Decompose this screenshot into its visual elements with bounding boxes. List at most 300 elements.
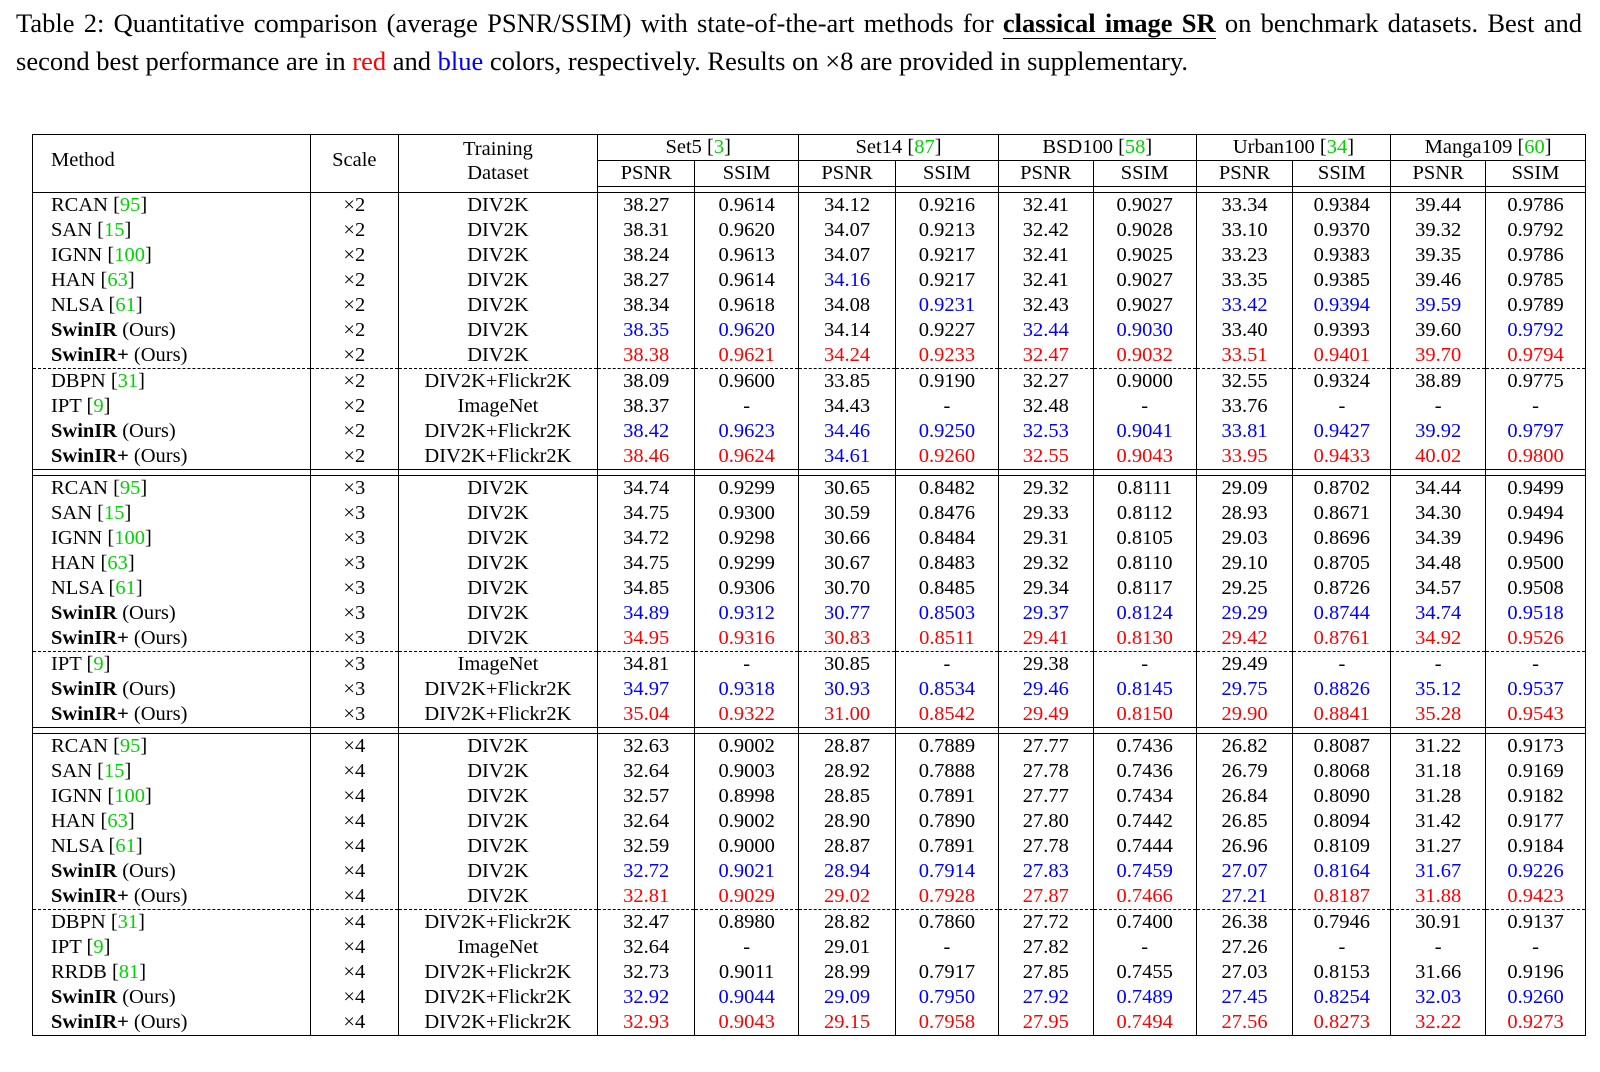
psnr-cell: 39.70 [1391, 343, 1486, 369]
psnr-cell: 27.56 [1196, 1010, 1293, 1036]
method-name: SwinIR+ [51, 344, 129, 366]
training-dataset-cell: DIV2K [398, 193, 598, 219]
ssim-cell: 0.9394 [1293, 293, 1391, 318]
ssim-cell: - [1486, 935, 1586, 960]
psnr-cell: 28.87 [799, 734, 896, 760]
ssim-cell: 0.9785 [1486, 268, 1586, 293]
citation-link[interactable]: 15 [103, 219, 125, 241]
training-dataset-cell: DIV2K [398, 318, 598, 343]
table-row [33, 734, 1586, 760]
training-dataset-cell: DIV2K [398, 884, 598, 910]
citation-link[interactable]: 100 [114, 244, 145, 266]
table-row [33, 193, 1586, 219]
ssim-cell: 0.8485 [895, 576, 998, 601]
psnr-cell: 29.09 [1196, 476, 1293, 502]
table-row [33, 343, 1586, 369]
psnr-cell: 27.77 [998, 734, 1093, 760]
method-cell [33, 243, 311, 268]
citation-bracket: ] [135, 294, 143, 316]
training-dataset-cell: DIV2K [398, 809, 598, 834]
ssim-cell: 0.8534 [895, 677, 998, 702]
citation-bracket: [ [95, 552, 108, 574]
method-name: SwinIR [51, 860, 118, 882]
psnr-cell: 34.85 [598, 576, 695, 601]
psnr-cell: 32.41 [998, 268, 1093, 293]
psnr-cell: 34.57 [1391, 576, 1486, 601]
psnr-cell: 29.33 [998, 501, 1093, 526]
citation-bracket: ] [124, 760, 132, 782]
method-cell [33, 702, 311, 728]
citation-bracket: [ [107, 735, 120, 757]
table-row [33, 784, 1586, 809]
psnr-cell: 38.24 [598, 243, 695, 268]
psnr-cell: 29.90 [1196, 702, 1293, 728]
method-name: IGNN [51, 785, 103, 807]
method-cell [33, 576, 311, 601]
method-cell [33, 1010, 311, 1036]
method-name: SwinIR [51, 986, 118, 1008]
header-dataset-manga109: Manga109 [60] [1391, 135, 1586, 161]
method-name: DBPN [51, 911, 106, 933]
ssim-cell: - [1486, 652, 1586, 678]
psnr-cell: 29.41 [998, 626, 1093, 652]
ssim-cell: 0.9299 [695, 476, 799, 502]
ssim-cell: 0.9318 [695, 677, 799, 702]
psnr-cell: 31.18 [1391, 759, 1486, 784]
psnr-cell: 27.92 [998, 985, 1093, 1010]
citation-link[interactable]: 3 [713, 136, 725, 158]
psnr-cell: 26.82 [1196, 734, 1293, 760]
scale-cell: ×4 [311, 910, 399, 936]
psnr-cell: 32.92 [598, 985, 695, 1010]
citation-bracket: ] [139, 961, 147, 983]
ssim-cell: 0.7891 [895, 784, 998, 809]
psnr-cell: 38.31 [598, 218, 695, 243]
ssim-cell: 0.8476 [895, 501, 998, 526]
psnr-cell: 39.60 [1391, 318, 1486, 343]
method-cell [33, 626, 311, 652]
header-dataset-set5: Set5 [3] [598, 135, 799, 161]
training-dataset-cell: ImageNet [398, 652, 598, 678]
ssim-cell: 0.8273 [1293, 1010, 1391, 1036]
citation-link[interactable]: 61 [115, 835, 136, 857]
citation-bracket: ] [103, 936, 111, 958]
header-ssim: SSIM [695, 161, 799, 187]
ssim-cell: - [695, 935, 799, 960]
psnr-cell: 38.46 [598, 444, 695, 470]
method-name: SwinIR [51, 420, 118, 442]
citation-bracket: ] [138, 370, 145, 392]
ssim-cell: 0.8726 [1293, 576, 1391, 601]
psnr-cell: 27.77 [998, 784, 1093, 809]
scale-cell: ×4 [311, 734, 399, 760]
citation-bracket: ] [138, 911, 145, 933]
psnr-cell: 32.03 [1391, 985, 1486, 1010]
caption-bold-term: classical image SR [1002, 8, 1216, 38]
psnr-cell: 31.27 [1391, 834, 1486, 859]
psnr-cell: 29.37 [998, 601, 1093, 626]
psnr-cell: 33.95 [1196, 444, 1293, 470]
ssim-cell: 0.9322 [695, 702, 799, 728]
training-dataset-cell: DIV2K [398, 601, 598, 626]
psnr-cell: 31.28 [1391, 784, 1486, 809]
training-dataset-cell: DIV2K [398, 551, 598, 576]
ssim-cell: 0.8153 [1293, 960, 1391, 985]
ssim-cell: 0.9508 [1486, 576, 1586, 601]
citation-link[interactable]: 63 [107, 810, 128, 832]
scale-cell: ×2 [311, 193, 399, 219]
citation-link[interactable]: 9 [93, 653, 104, 675]
citation-bracket: [ [105, 911, 118, 933]
ssim-cell: 0.9775 [1486, 369, 1586, 395]
header-psnr: PSNR [598, 161, 695, 187]
psnr-cell: 38.89 [1391, 369, 1486, 395]
psnr-cell: 29.46 [998, 677, 1093, 702]
training-dataset-cell: DIV2K+Flickr2K [398, 419, 598, 444]
table-row [33, 960, 1586, 985]
method-cell [33, 834, 311, 859]
ssim-cell: 0.9029 [695, 884, 799, 910]
training-dataset-cell: DIV2K [398, 343, 598, 369]
psnr-cell: 38.35 [598, 318, 695, 343]
scale-cell: ×3 [311, 626, 399, 652]
psnr-cell: 30.93 [799, 677, 896, 702]
psnr-cell: 34.89 [598, 601, 695, 626]
citation-bracket: [ [95, 269, 108, 291]
ssim-cell: 0.9002 [695, 809, 799, 834]
citation-bracket: ] [127, 269, 135, 291]
citation-link[interactable]: 31 [117, 911, 139, 933]
training-dataset-cell: DIV2K [398, 759, 598, 784]
scale-cell: ×4 [311, 985, 399, 1010]
table-row [33, 910, 1586, 936]
training-dataset-cell: ImageNet [398, 935, 598, 960]
ssim-cell: 0.9000 [695, 834, 799, 859]
ssim-cell: 0.9383 [1293, 243, 1391, 268]
scale-cell: ×3 [311, 576, 399, 601]
method-name: NLSA [51, 294, 104, 316]
psnr-cell: - [1391, 935, 1486, 960]
psnr-cell: 34.81 [598, 652, 695, 678]
ssim-cell: 0.9030 [1093, 318, 1196, 343]
citation-bracket: [ [92, 760, 104, 782]
method-name: HAN [51, 552, 96, 574]
table-row [33, 702, 1586, 728]
ssim-cell: 0.9624 [695, 444, 799, 470]
scale-cell: ×4 [311, 759, 399, 784]
header-psnr: PSNR [1391, 161, 1486, 187]
ssim-cell: 0.9385 [1293, 268, 1391, 293]
ssim-cell: 0.9233 [895, 343, 998, 369]
psnr-cell: 31.66 [1391, 960, 1486, 985]
table-row [33, 551, 1586, 576]
ssim-cell: 0.7434 [1093, 784, 1196, 809]
ssim-cell: 0.7914 [895, 859, 998, 884]
psnr-cell: 26.38 [1196, 910, 1293, 936]
citation-link[interactable]: 15 [103, 760, 125, 782]
table-row [33, 419, 1586, 444]
header-ssim: SSIM [895, 161, 998, 187]
ssim-cell: 0.8150 [1093, 702, 1196, 728]
ssim-cell: 0.7890 [895, 809, 998, 834]
citation-bracket: [ [107, 194, 120, 216]
method-name: HAN [51, 269, 96, 291]
citation-bracket: ] [140, 735, 148, 757]
ssim-cell: 0.8761 [1293, 626, 1391, 652]
method-cell [33, 419, 311, 444]
method-cell [33, 293, 311, 318]
method-suffix: (Ours) [128, 445, 188, 467]
method-name: RCAN [51, 735, 108, 757]
psnr-cell: 33.85 [799, 369, 896, 395]
ssim-cell: 0.9499 [1486, 476, 1586, 502]
method-name: IPT [51, 936, 82, 958]
psnr-cell: 31.67 [1391, 859, 1486, 884]
psnr-cell: 26.96 [1196, 834, 1293, 859]
psnr-cell: 31.42 [1391, 809, 1486, 834]
psnr-cell: 34.46 [799, 419, 896, 444]
ssim-cell: 0.7400 [1093, 910, 1196, 936]
ssim-cell: 0.8068 [1293, 759, 1391, 784]
psnr-cell: 33.34 [1196, 193, 1293, 219]
method-suffix: (Ours) [128, 344, 188, 366]
ssim-cell: 0.7436 [1093, 734, 1196, 760]
citation-link[interactable]: 60 [1524, 136, 1545, 158]
ssim-cell: 0.8105 [1093, 526, 1196, 551]
citation-link[interactable]: 9 [93, 395, 104, 417]
psnr-cell: 27.83 [998, 859, 1093, 884]
psnr-cell: 32.93 [598, 1010, 695, 1036]
ssim-cell: - [1486, 394, 1586, 419]
citation-link[interactable]: 15 [103, 502, 125, 524]
psnr-cell: 34.43 [799, 394, 896, 419]
scale-cell: ×4 [311, 935, 399, 960]
ssim-cell: 0.8671 [1293, 501, 1391, 526]
psnr-cell: 28.99 [799, 960, 896, 985]
psnr-cell: 31.00 [799, 702, 896, 728]
method-name: IPT [51, 395, 82, 417]
citation-bracket: ] [127, 552, 135, 574]
ssim-cell: 0.9260 [1486, 985, 1586, 1010]
method-suffix: (Ours) [117, 420, 176, 442]
ssim-cell: 0.7444 [1093, 834, 1196, 859]
ssim-cell: 0.9306 [695, 576, 799, 601]
citation-link[interactable]: 100 [114, 527, 145, 549]
citation-link[interactable]: 63 [107, 269, 128, 291]
method-cell [33, 526, 311, 551]
table-row [33, 1010, 1586, 1036]
ssim-cell: - [1293, 935, 1391, 960]
training-dataset-cell: DIV2K+Flickr2K [398, 910, 598, 936]
citation-link[interactable]: 95 [119, 477, 141, 499]
psnr-cell: 34.39 [1391, 526, 1486, 551]
method-cell [33, 369, 311, 395]
method-cell [33, 551, 311, 576]
scale-cell: ×3 [311, 601, 399, 626]
ssim-cell: 0.9613 [695, 243, 799, 268]
citation-link[interactable]: 9 [93, 936, 104, 958]
citation-link[interactable]: 100 [114, 785, 145, 807]
ssim-cell: 0.8145 [1093, 677, 1196, 702]
psnr-cell: 30.70 [799, 576, 896, 601]
psnr-cell: 34.74 [1391, 601, 1486, 626]
ssim-cell: 0.9043 [695, 1010, 799, 1036]
psnr-cell: 32.42 [998, 218, 1093, 243]
table-row [33, 859, 1586, 884]
method-cell [33, 501, 311, 526]
psnr-cell: 32.57 [598, 784, 695, 809]
method-cell [33, 859, 311, 884]
ssim-cell: 0.9173 [1486, 734, 1586, 760]
citation-bracket: ] [144, 785, 152, 807]
ssim-cell: 0.9543 [1486, 702, 1586, 728]
ssim-cell: 0.9623 [695, 419, 799, 444]
psnr-cell: 27.78 [998, 834, 1093, 859]
header-training-line1: Training [463, 137, 533, 160]
ssim-cell: 0.7889 [895, 734, 998, 760]
method-cell [33, 960, 311, 985]
ssim-cell: 0.8111 [1093, 476, 1196, 502]
psnr-cell: 34.08 [799, 293, 896, 318]
psnr-cell: 32.47 [998, 343, 1093, 369]
citation-link[interactable]: 63 [107, 552, 128, 574]
ssim-cell: - [895, 394, 998, 419]
method-cell [33, 935, 311, 960]
ssim-cell: 0.9260 [895, 444, 998, 470]
training-dataset-cell: DIV2K [398, 268, 598, 293]
ssim-cell: 0.9370 [1293, 218, 1391, 243]
psnr-cell: 32.55 [998, 444, 1093, 470]
training-dataset-cell: DIV2K [398, 526, 598, 551]
training-dataset-cell: DIV2K [398, 501, 598, 526]
table-row [33, 935, 1586, 960]
citation-link[interactable]: 81 [118, 961, 140, 983]
method-name: SwinIR+ [51, 1011, 129, 1033]
ssim-cell: 0.7891 [895, 834, 998, 859]
ssim-cell: 0.8109 [1293, 834, 1391, 859]
method-name: SAN [51, 502, 93, 524]
psnr-cell: 29.75 [1196, 677, 1293, 702]
psnr-cell: 28.94 [799, 859, 896, 884]
psnr-cell: 27.95 [998, 1010, 1093, 1036]
citation-link[interactable]: 34 [1326, 136, 1348, 158]
citation-bracket: [ [102, 527, 115, 549]
psnr-cell: 30.67 [799, 551, 896, 576]
method-name: SwinIR [51, 678, 118, 700]
citation-bracket: ] [103, 395, 111, 417]
citation-link[interactable]: 61 [115, 294, 136, 316]
method-name: SwinIR+ [51, 445, 129, 467]
psnr-cell: 27.03 [1196, 960, 1293, 985]
ssim-cell: 0.8826 [1293, 677, 1391, 702]
psnr-cell: 29.49 [1196, 652, 1293, 678]
ssim-cell: - [1093, 394, 1196, 419]
psnr-cell: 32.41 [998, 193, 1093, 219]
citation-link[interactable]: 95 [119, 194, 141, 216]
psnr-cell: 28.92 [799, 759, 896, 784]
scale-cell: ×3 [311, 476, 399, 502]
psnr-cell: 27.26 [1196, 935, 1293, 960]
ssim-cell: 0.7946 [1293, 910, 1391, 936]
psnr-cell: 38.34 [598, 293, 695, 318]
ssim-cell: 0.9316 [695, 626, 799, 652]
citation-bracket: ] [140, 477, 148, 499]
header-psnr: PSNR [1196, 161, 1293, 187]
psnr-cell: 34.07 [799, 218, 896, 243]
scale-cell: ×4 [311, 809, 399, 834]
psnr-cell: 26.79 [1196, 759, 1293, 784]
psnr-cell: 33.51 [1196, 343, 1293, 369]
ssim-cell: 0.9025 [1093, 243, 1196, 268]
citation-bracket: [ [107, 477, 120, 499]
psnr-cell: 32.55 [1196, 369, 1293, 395]
ssim-cell: 0.9618 [695, 293, 799, 318]
table-row [33, 318, 1586, 343]
table-row [33, 444, 1586, 470]
training-dataset-cell: DIV2K+Flickr2K [398, 702, 598, 728]
ssim-cell: 0.7489 [1093, 985, 1196, 1010]
psnr-cell: 29.09 [799, 985, 896, 1010]
citation-bracket: ] [135, 577, 143, 599]
ssim-cell: 0.9231 [895, 293, 998, 318]
psnr-cell: 34.95 [598, 626, 695, 652]
ssim-cell: 0.7466 [1093, 884, 1196, 910]
ssim-cell: 0.9300 [695, 501, 799, 526]
psnr-cell: 26.84 [1196, 784, 1293, 809]
psnr-cell: 33.40 [1196, 318, 1293, 343]
psnr-cell: 28.85 [799, 784, 896, 809]
ssim-cell: 0.9021 [695, 859, 799, 884]
ssim-cell: 0.8117 [1093, 576, 1196, 601]
psnr-cell: 29.10 [1196, 551, 1293, 576]
ssim-cell: 0.9786 [1486, 193, 1586, 219]
ssim-cell: 0.9792 [1486, 318, 1586, 343]
citation-bracket: ] [103, 653, 111, 675]
scale-cell: ×2 [311, 444, 399, 470]
citation-link[interactable]: 95 [119, 735, 141, 757]
citation-link[interactable]: 87 [914, 136, 935, 158]
scale-cell: ×4 [311, 834, 399, 859]
citation-bracket: [ [92, 219, 104, 241]
method-cell [33, 809, 311, 834]
method-name: NLSA [51, 835, 104, 857]
ssim-cell: 0.8702 [1293, 476, 1391, 502]
method-name: NLSA [51, 577, 104, 599]
header-method: Method [33, 135, 311, 187]
psnr-cell: 34.14 [799, 318, 896, 343]
psnr-cell: 29.15 [799, 1010, 896, 1036]
method-cell [33, 985, 311, 1010]
citation-link[interactable]: 58 [1124, 136, 1146, 158]
method-cell [33, 193, 311, 219]
ssim-cell: 0.9027 [1093, 193, 1196, 219]
method-name: RRDB [51, 961, 107, 983]
method-cell [33, 394, 311, 419]
psnr-cell: 38.42 [598, 419, 695, 444]
citation-link[interactable]: 31 [117, 370, 139, 392]
psnr-cell: 34.44 [1391, 476, 1486, 502]
psnr-cell: 32.53 [998, 419, 1093, 444]
scale-cell: ×3 [311, 526, 399, 551]
psnr-cell: 34.16 [799, 268, 896, 293]
ssim-cell: 0.9427 [1293, 419, 1391, 444]
psnr-cell: 34.12 [799, 193, 896, 219]
citation-link[interactable]: 61 [115, 577, 136, 599]
citation-bracket: [ [81, 653, 94, 675]
ssim-cell: 0.8542 [895, 702, 998, 728]
training-dataset-cell: DIV2K [398, 834, 598, 859]
caption-red-word: red [352, 46, 387, 76]
